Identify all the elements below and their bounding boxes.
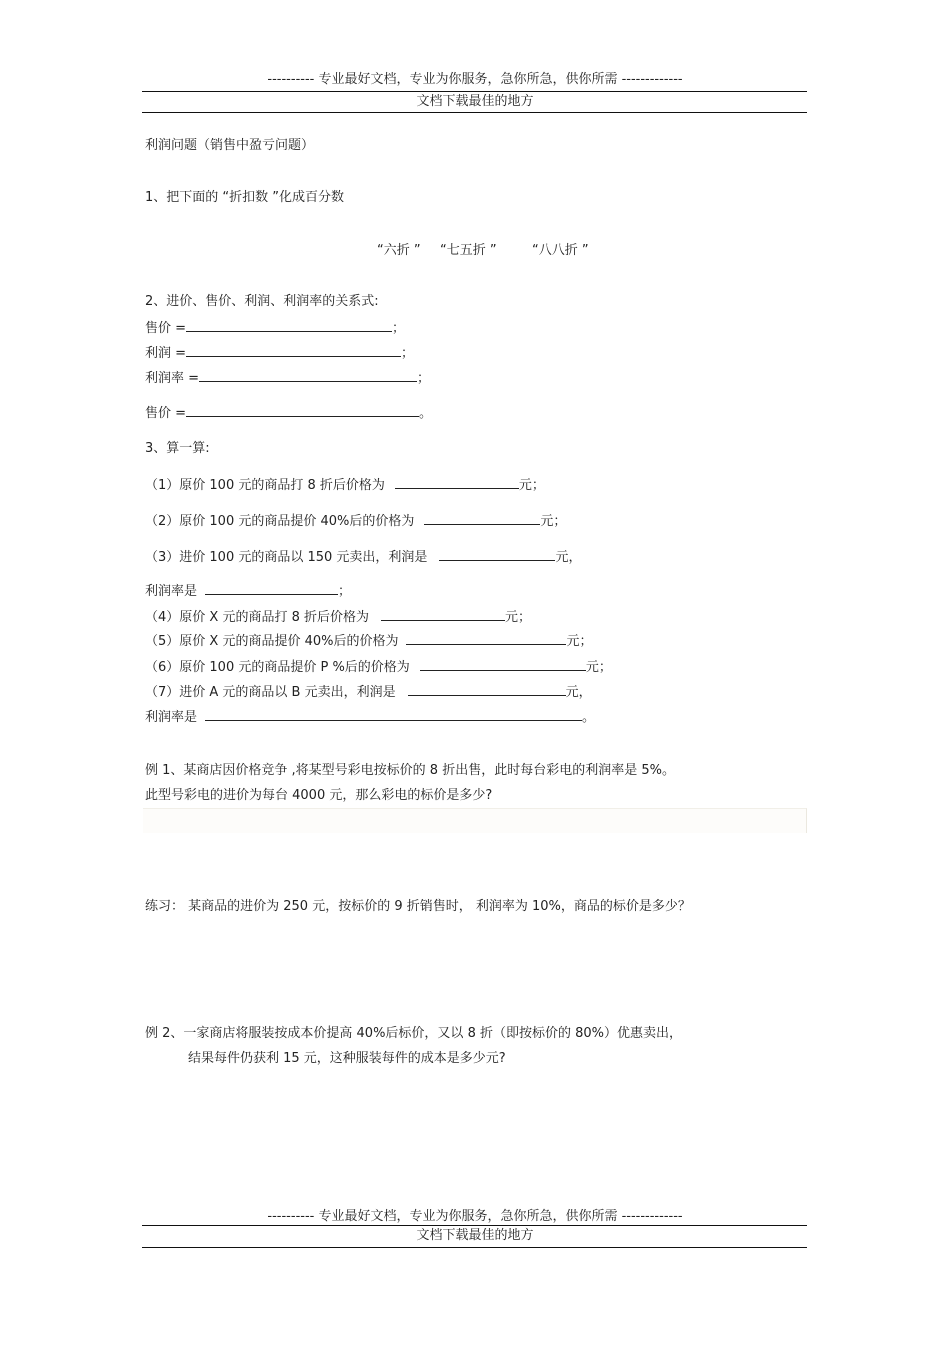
q3-unit: 。 (582, 710, 596, 725)
q3-question-text: （6）原价 100 元的商品提价 P %后的价格为 (145, 660, 410, 675)
q2-end: ； (417, 371, 431, 386)
q1-item-2: “七五折 ” (440, 243, 497, 258)
footer-rule-top (142, 1225, 807, 1226)
q3-item-6 (145, 657, 612, 676)
q3-unit: 元， (565, 685, 592, 700)
q3-question-text: （1）原价 100 元的商品打 8 折后价格为 (145, 478, 385, 493)
answer-blank[interactable] (186, 318, 392, 332)
q3-unit: 元； (518, 478, 545, 493)
q1-instruction: 1、把下面的 “折扣数 ”化成百分数 (145, 190, 345, 205)
answer-blank[interactable] (205, 707, 582, 721)
q3-question-text: 利润率是 (145, 710, 198, 725)
q2-label: 售价 = (145, 321, 187, 336)
q3-unit: ； (338, 584, 352, 599)
practice-question: 练习： 某商品的进价为 250 元，按标价的 9 折销售时， 利润率为 10%，商品的标价是多少？ (145, 899, 691, 914)
answer-blank[interactable] (186, 343, 401, 357)
example2-line2: 结果每件仍获利 15 元，这种服装每件的成本是多少元? (188, 1051, 506, 1066)
header-slogan: ---------- 专业最好文档，专业为你服务，急你所急，供你所需 ------------- (267, 72, 683, 87)
q2-line-1 (145, 318, 405, 337)
q3-item-4 (145, 607, 531, 626)
answer-blank[interactable] (395, 475, 519, 489)
answer-blank[interactable] (424, 511, 540, 525)
q3-question-text: （5）原价 X 元的商品提价 40%后的价格为 (145, 634, 399, 649)
q1-item-3: “八八折 ” (532, 243, 589, 258)
q2-line-2 (145, 343, 414, 362)
q2-line-3 (145, 368, 430, 387)
q3-question-text: （4）原价 X 元的商品打 8 折后价格为 (145, 610, 369, 625)
q3-item-5 (145, 631, 592, 650)
footer-slogan: ---------- 专业最好文档，专业为你服务，急你所急，供你所需 ------------- (267, 1209, 683, 1224)
q3-item-7-rate (145, 707, 595, 726)
page-title: 利润问题（销售中盈亏问题） (145, 138, 315, 153)
q2-label: 利润率 = (145, 371, 200, 386)
answer-blank[interactable] (205, 581, 338, 595)
footer-site-name: 文档下载最佳的地方 (416, 1228, 534, 1243)
q3-unit: 元； (504, 610, 531, 625)
answer-blank[interactable] (199, 368, 417, 382)
q3-unit: 元， (555, 550, 582, 565)
header-site-name: 文档下载最佳的地方 (416, 94, 534, 109)
q2-end: ； (392, 321, 406, 336)
q3-question-text: 利润率是 (145, 584, 198, 599)
q3-question-text: （7）进价 A 元的商品以 B 元卖出，利润是 (145, 685, 396, 700)
q3-item-2 (145, 511, 566, 530)
q1-item-1: “六折 ” (377, 243, 421, 258)
q3-unit: 元； (540, 514, 567, 529)
q3-question-text: （3）进价 100 元的商品以 150 元卖出，利润是 (145, 550, 428, 565)
answer-blank[interactable] (439, 547, 555, 561)
q3-unit: 元； (566, 634, 593, 649)
q3-item-3 (145, 547, 581, 566)
q2-instruction: 2、进价、售价、利润、利润率的关系式: (145, 294, 379, 309)
answer-blank[interactable] (406, 631, 566, 645)
answer-blank[interactable] (186, 403, 419, 417)
example2-line1: 例 2、一家商店将服装按成本价提高 40%后标价，又以 8 折（即按标价的 80%）优惠卖出， (145, 1026, 682, 1041)
q2-end: ； (401, 346, 415, 361)
q2-label: 利润 = (145, 346, 187, 361)
header-rule-top (142, 91, 807, 92)
q3-unit: 元； (585, 660, 612, 675)
answer-area (143, 808, 807, 833)
answer-blank[interactable] (408, 682, 566, 696)
header-rule-bottom (142, 112, 807, 113)
q3-item-3-rate (145, 581, 351, 600)
q3-item-1 (145, 475, 545, 494)
answer-blank[interactable] (420, 657, 586, 671)
q3-instruction: 3、算一算: (145, 441, 210, 456)
q2-label: 售价 = (145, 406, 187, 421)
example1-line1: 例 1、某商店因价格竞争 ,将某型号彩电按标价的 8 折出售，此时每台彩电的利润率是 5%。 (145, 763, 675, 778)
q2-line-4 (145, 403, 432, 422)
answer-blank[interactable] (381, 607, 505, 621)
example1-line2: 此型号彩电的进价为每台 4000 元，那么彩电的标价是多少? (145, 788, 493, 803)
q3-item-7 (145, 682, 592, 701)
q2-end: 。 (419, 406, 433, 421)
footer-rule-bottom (142, 1247, 807, 1248)
q3-question-text: （2）原价 100 元的商品提价 40%后的价格为 (145, 514, 415, 529)
